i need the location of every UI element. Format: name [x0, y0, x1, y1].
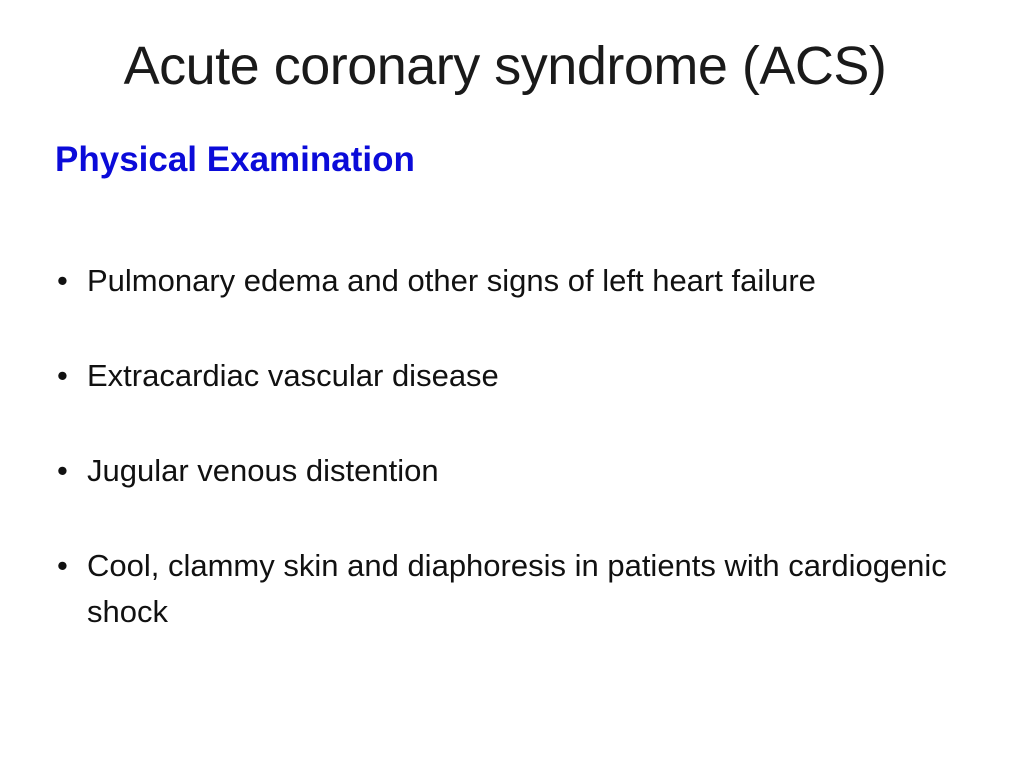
slide-title: Acute coronary syndrome (ACS) [123, 36, 887, 96]
bullet-item [55, 353, 975, 399]
bullet-dot-icon: • [57, 453, 68, 488]
bullet-text: Jugular venous distention [87, 453, 439, 488]
bullet-dot-icon: • [57, 263, 68, 298]
bullet-text: Extracardiac vascular disease [87, 358, 499, 393]
bullet-item [55, 543, 975, 635]
bullet-item [55, 258, 975, 304]
bullet-list [55, 258, 975, 684]
bullet-dot-icon: • [57, 548, 68, 583]
section-heading: Physical Examination [55, 140, 415, 179]
bullet-item [55, 448, 975, 494]
bullet-dot-icon: • [57, 358, 68, 393]
bullet-text: Cool, clammy skin and diaphoresis in patients with cardiogenic shock [87, 548, 947, 629]
bullet-text: Pulmonary edema and other signs of left heart failure [87, 263, 816, 298]
